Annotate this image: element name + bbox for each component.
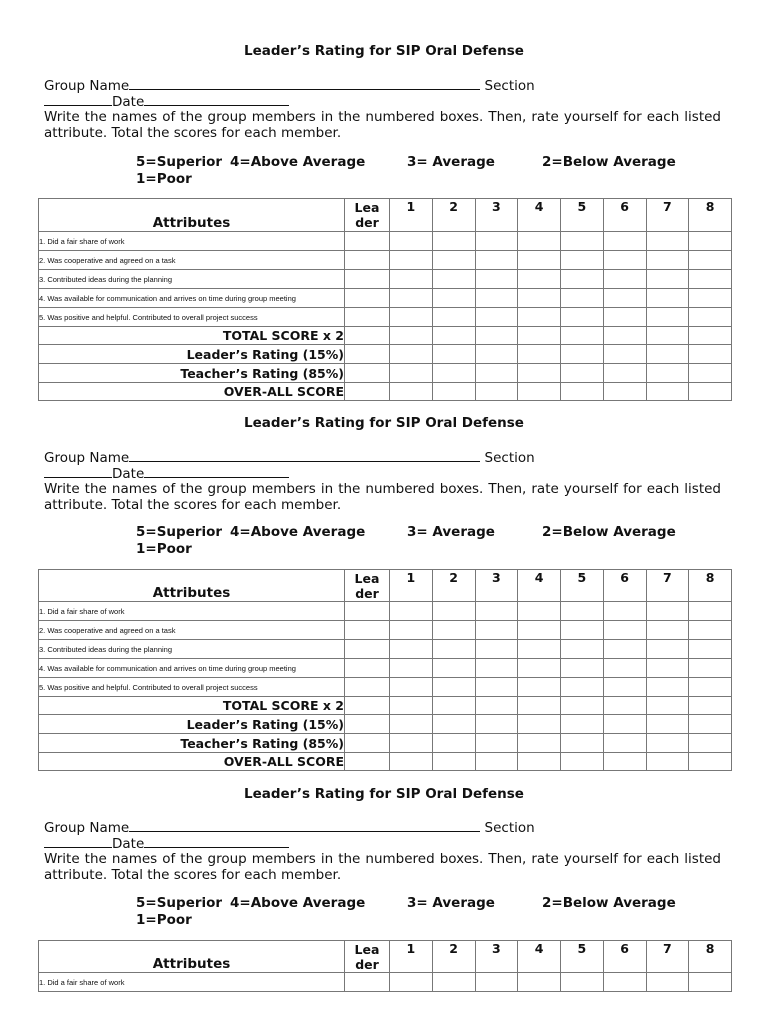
score-cell[interactable] [603,973,646,992]
score-cell[interactable] [561,251,604,270]
score-cell[interactable] [603,308,646,327]
date-label: Date [112,836,145,852]
attribute-row [39,659,732,678]
score-cell[interactable] [345,640,390,659]
attribute-row [39,640,732,659]
scale-below-average: 2=Below Average [542,895,676,911]
summary-label: Teacher’s Rating (85%) [39,734,345,753]
member-7-header: 7 [646,199,689,232]
score-cell[interactable] [475,289,518,308]
score-cell[interactable] [345,715,390,734]
score-cell[interactable] [646,659,689,678]
score-cell[interactable] [475,364,518,383]
attributes-header: Attributes [39,570,345,602]
date-line [44,93,289,110]
score-cell[interactable] [432,251,475,270]
group-name-blank[interactable] [129,819,480,832]
score-cell[interactable] [390,602,433,621]
section-label: Section [484,450,535,466]
summary-row [39,364,732,383]
score-cell[interactable] [689,734,732,753]
rating-table [38,198,732,401]
score-cell[interactable] [518,308,561,327]
score-cell[interactable] [603,678,646,697]
score-cell[interactable] [475,678,518,697]
score-cell[interactable] [345,232,390,251]
score-cell[interactable] [646,697,689,715]
form-title: Leader’s Rating for SIP Oral Defense [244,43,524,59]
score-cell[interactable] [561,697,604,715]
score-cell[interactable] [603,251,646,270]
score-cell[interactable] [646,678,689,697]
score-cell[interactable] [603,753,646,771]
member-4-header: 4 [518,941,561,973]
attribute-row [39,678,732,697]
table-header-row [39,570,732,602]
score-cell[interactable] [561,973,604,992]
score-cell[interactable] [345,753,390,771]
score-cell[interactable] [561,345,604,364]
score-cell[interactable] [603,602,646,621]
rating-table [38,940,732,992]
summary-label: OVER-ALL SCORE [39,383,345,401]
instructions: Write the names of the group members in the numbered boxes. Then, rate yourself for each listed attribute. Total the scores for each member. [44,109,721,141]
attribute-label: 1. Did a fair share of work [39,973,345,992]
score-cell[interactable] [689,697,732,715]
score-cell[interactable] [390,289,433,308]
score-cell[interactable] [475,753,518,771]
score-cell[interactable] [345,327,390,345]
rating-table [38,569,732,771]
attribute-row [39,308,732,327]
score-cell[interactable] [518,270,561,289]
member-4-header: 4 [518,199,561,232]
score-cell[interactable] [603,640,646,659]
scale-below-average: 2=Below Average [542,524,676,540]
scale-superior: 5=Superior [136,895,223,911]
score-cell[interactable] [646,715,689,734]
member-2-header: 2 [432,199,475,232]
score-cell[interactable] [432,753,475,771]
score-cell[interactable] [646,602,689,621]
score-cell[interactable] [603,715,646,734]
summary-row [39,715,732,734]
score-cell[interactable] [475,659,518,678]
score-cell[interactable] [345,383,390,401]
score-cell[interactable] [475,345,518,364]
score-cell[interactable] [518,621,561,640]
score-cell[interactable] [561,734,604,753]
score-cell[interactable] [689,753,732,771]
score-cell[interactable] [561,640,604,659]
score-cell[interactable] [432,621,475,640]
score-cell[interactable] [432,697,475,715]
attribute-label: 2. Was cooperative and agreed on a task [39,621,345,640]
group-name-line [44,77,535,94]
score-cell[interactable] [432,659,475,678]
scale-above-average: 4=Above Average [230,154,366,170]
score-cell[interactable] [689,289,732,308]
scale-superior: 5=Superior [136,154,223,170]
score-cell[interactable] [689,640,732,659]
summary-label: Leader’s Rating (15%) [39,715,345,734]
score-cell[interactable] [646,308,689,327]
score-cell[interactable] [390,364,433,383]
score-cell[interactable] [475,734,518,753]
section-blank[interactable] [44,465,112,478]
group-name-label: Group Name [44,450,130,466]
member-3-header: 3 [475,941,518,973]
score-cell[interactable] [518,289,561,308]
scale-above-average: 4=Above Average [230,895,366,911]
score-cell[interactable] [432,973,475,992]
attribute-label: 1. Did a fair share of work [39,602,345,621]
score-cell[interactable] [518,715,561,734]
member-2-header: 2 [432,941,475,973]
score-cell[interactable] [390,659,433,678]
group-name-blank[interactable] [129,449,480,462]
section-blank[interactable] [44,835,112,848]
score-cell[interactable] [432,383,475,401]
member-6-header: 6 [603,199,646,232]
date-blank[interactable] [144,465,289,478]
score-cell[interactable] [390,753,433,771]
attribute-label: 5. Was positive and helpful. Contributed to overall project success [39,678,345,697]
score-cell[interactable] [518,659,561,678]
score-cell[interactable] [432,270,475,289]
score-cell[interactable] [390,734,433,753]
member-1-header: 1 [390,199,433,232]
score-cell[interactable] [603,289,646,308]
member-2-header: 2 [432,570,475,602]
attribute-row [39,232,732,251]
score-cell[interactable] [475,602,518,621]
score-cell[interactable] [432,640,475,659]
score-cell[interactable] [646,345,689,364]
score-cell[interactable] [561,715,604,734]
score-cell[interactable] [390,251,433,270]
attribute-row [39,973,732,992]
score-cell[interactable] [475,308,518,327]
score-cell[interactable] [518,602,561,621]
scale-average: 3= Average [407,154,495,170]
score-cell[interactable] [345,697,390,715]
member-3-header: 3 [475,570,518,602]
member-8-header: 8 [689,941,732,973]
score-cell[interactable] [475,232,518,251]
score-cell[interactable] [603,697,646,715]
scale-poor: 1=Poor [136,171,192,187]
member-7-header: 7 [646,941,689,973]
score-cell[interactable] [390,715,433,734]
attributes-header: Attributes [39,199,345,232]
leader-header: Lea der [345,570,390,602]
score-cell[interactable] [646,640,689,659]
score-cell[interactable] [603,232,646,251]
score-cell[interactable] [561,602,604,621]
score-cell[interactable] [518,345,561,364]
summary-label: TOTAL SCORE x 2 [39,697,345,715]
date-blank[interactable] [144,835,289,848]
attribute-label: 5. Was positive and helpful. Contributed to overall project success [39,308,345,327]
section-blank[interactable] [44,93,112,106]
score-cell[interactable] [518,678,561,697]
summary-row [39,697,732,715]
score-cell[interactable] [603,659,646,678]
score-cell[interactable] [475,383,518,401]
attribute-label: 4. Was available for communication and arrives on time during group meeting [39,659,345,678]
score-cell[interactable] [432,602,475,621]
score-cell[interactable] [561,383,604,401]
score-cell[interactable] [646,270,689,289]
member-8-header: 8 [689,199,732,232]
score-cell[interactable] [603,345,646,364]
score-cell[interactable] [390,327,433,345]
score-cell[interactable] [561,678,604,697]
score-cell[interactable] [432,327,475,345]
score-cell[interactable] [390,973,433,992]
score-cell[interactable] [390,308,433,327]
instructions: Write the names of the group members in the numbered boxes. Then, rate yourself for each listed attribute. Total the scores for each member. [44,481,721,513]
score-cell[interactable] [646,753,689,771]
date-line [44,835,289,852]
score-cell[interactable] [689,270,732,289]
score-cell[interactable] [475,715,518,734]
summary-label: TOTAL SCORE x 2 [39,327,345,345]
score-cell[interactable] [345,251,390,270]
score-cell[interactable] [432,678,475,697]
summary-row [39,753,732,771]
score-cell[interactable] [390,383,433,401]
score-cell[interactable] [646,232,689,251]
score-cell[interactable] [646,973,689,992]
score-cell[interactable] [646,327,689,345]
score-cell[interactable] [432,308,475,327]
scale-below-average: 2=Below Average [542,154,676,170]
attribute-row [39,289,732,308]
score-cell[interactable] [689,308,732,327]
table-header-row [39,941,732,973]
score-cell[interactable] [646,364,689,383]
summary-row [39,383,732,401]
score-cell[interactable] [345,602,390,621]
score-cell[interactable] [345,289,390,308]
score-cell[interactable] [432,364,475,383]
member-5-header: 5 [561,941,604,973]
score-cell[interactable] [689,251,732,270]
score-cell[interactable] [518,251,561,270]
score-cell[interactable] [561,621,604,640]
score-cell[interactable] [561,364,604,383]
scale-average: 3= Average [407,524,495,540]
summary-label: Leader’s Rating (15%) [39,345,345,364]
score-cell[interactable] [689,659,732,678]
section-label: Section [484,78,535,94]
member-6-header: 6 [603,941,646,973]
attribute-label: 3. Contributed ideas during the planning [39,270,345,289]
score-cell[interactable] [561,289,604,308]
score-cell[interactable] [345,973,390,992]
score-cell[interactable] [518,327,561,345]
score-cell[interactable] [561,327,604,345]
score-cell[interactable] [689,364,732,383]
form-title: Leader’s Rating for SIP Oral Defense [244,786,524,802]
score-cell[interactable] [475,973,518,992]
member-3-header: 3 [475,199,518,232]
form-title: Leader’s Rating for SIP Oral Defense [244,415,524,431]
score-cell[interactable] [689,345,732,364]
score-cell[interactable] [518,232,561,251]
score-cell[interactable] [475,640,518,659]
instructions: Write the names of the group members in the numbered boxes. Then, rate yourself for each listed attribute. Total the scores for each member. [44,851,721,883]
score-cell[interactable] [518,734,561,753]
score-cell[interactable] [518,753,561,771]
score-cell[interactable] [345,270,390,289]
attribute-row [39,602,732,621]
score-cell[interactable] [475,251,518,270]
member-6-header: 6 [603,570,646,602]
score-cell[interactable] [689,232,732,251]
score-cell[interactable] [432,345,475,364]
score-cell[interactable] [561,232,604,251]
scale-poor: 1=Poor [136,541,192,557]
score-cell[interactable] [689,715,732,734]
score-cell[interactable] [646,621,689,640]
score-cell[interactable] [475,270,518,289]
score-cell[interactable] [518,973,561,992]
score-cell[interactable] [432,289,475,308]
score-cell[interactable] [518,640,561,659]
score-cell[interactable] [561,308,604,327]
score-cell[interactable] [603,621,646,640]
score-cell[interactable] [561,270,604,289]
score-cell[interactable] [390,345,433,364]
score-cell[interactable] [689,327,732,345]
leader-header: Lea der [345,199,390,232]
group-name-blank[interactable] [129,77,480,90]
score-cell[interactable] [603,364,646,383]
summary-row [39,345,732,364]
scale-average: 3= Average [407,895,495,911]
score-cell[interactable] [518,364,561,383]
score-cell[interactable] [345,345,390,364]
score-cell[interactable] [646,734,689,753]
section-label: Section [484,820,535,836]
score-cell[interactable] [518,697,561,715]
score-cell[interactable] [390,697,433,715]
scale-above-average: 4=Above Average [230,524,366,540]
attribute-row [39,270,732,289]
score-cell[interactable] [603,383,646,401]
date-blank[interactable] [144,93,289,106]
group-name-label: Group Name [44,78,130,94]
table-header-row [39,199,732,232]
member-5-header: 5 [561,199,604,232]
date-line [44,465,289,482]
attribute-label: 1. Did a fair share of work [39,232,345,251]
score-cell[interactable] [432,232,475,251]
member-8-header: 8 [689,570,732,602]
score-cell[interactable] [432,734,475,753]
summary-label: Teacher’s Rating (85%) [39,364,345,383]
score-cell[interactable] [475,327,518,345]
score-cell[interactable] [689,621,732,640]
score-cell[interactable] [390,640,433,659]
member-1-header: 1 [390,941,433,973]
score-cell[interactable] [689,678,732,697]
score-cell[interactable] [475,697,518,715]
date-label: Date [112,94,145,110]
attribute-row [39,621,732,640]
member-7-header: 7 [646,570,689,602]
group-name-line [44,449,535,466]
score-cell[interactable] [603,327,646,345]
score-cell[interactable] [646,251,689,270]
score-cell[interactable] [390,621,433,640]
summary-row [39,327,732,345]
score-cell[interactable] [345,734,390,753]
score-cell[interactable] [390,270,433,289]
score-cell[interactable] [390,678,433,697]
attribute-label: 3. Contributed ideas during the planning [39,640,345,659]
member-5-header: 5 [561,570,604,602]
scale-superior: 5=Superior [136,524,223,540]
score-cell[interactable] [390,232,433,251]
score-cell[interactable] [561,753,604,771]
score-cell[interactable] [345,678,390,697]
attributes-header: Attributes [39,941,345,973]
summary-label: OVER-ALL SCORE [39,753,345,771]
attribute-label: 4. Was available for communication and arrives on time during group meeting [39,289,345,308]
group-name-label: Group Name [44,820,130,836]
score-cell[interactable] [646,289,689,308]
score-cell[interactable] [646,383,689,401]
score-cell[interactable] [603,734,646,753]
member-1-header: 1 [390,570,433,602]
score-cell[interactable] [689,383,732,401]
summary-row [39,734,732,753]
group-name-line [44,819,535,836]
member-4-header: 4 [518,570,561,602]
score-cell[interactable] [475,621,518,640]
score-cell[interactable] [345,621,390,640]
score-cell[interactable] [432,715,475,734]
score-cell[interactable] [345,308,390,327]
attribute-label: 2. Was cooperative and agreed on a task [39,251,345,270]
score-cell[interactable] [689,973,732,992]
scale-poor: 1=Poor [136,912,192,928]
score-cell[interactable] [603,270,646,289]
score-cell[interactable] [689,602,732,621]
score-cell[interactable] [561,659,604,678]
attribute-row [39,251,732,270]
score-cell[interactable] [345,659,390,678]
score-cell[interactable] [518,383,561,401]
date-label: Date [112,466,145,482]
leader-header: Lea der [345,941,390,973]
score-cell[interactable] [345,364,390,383]
